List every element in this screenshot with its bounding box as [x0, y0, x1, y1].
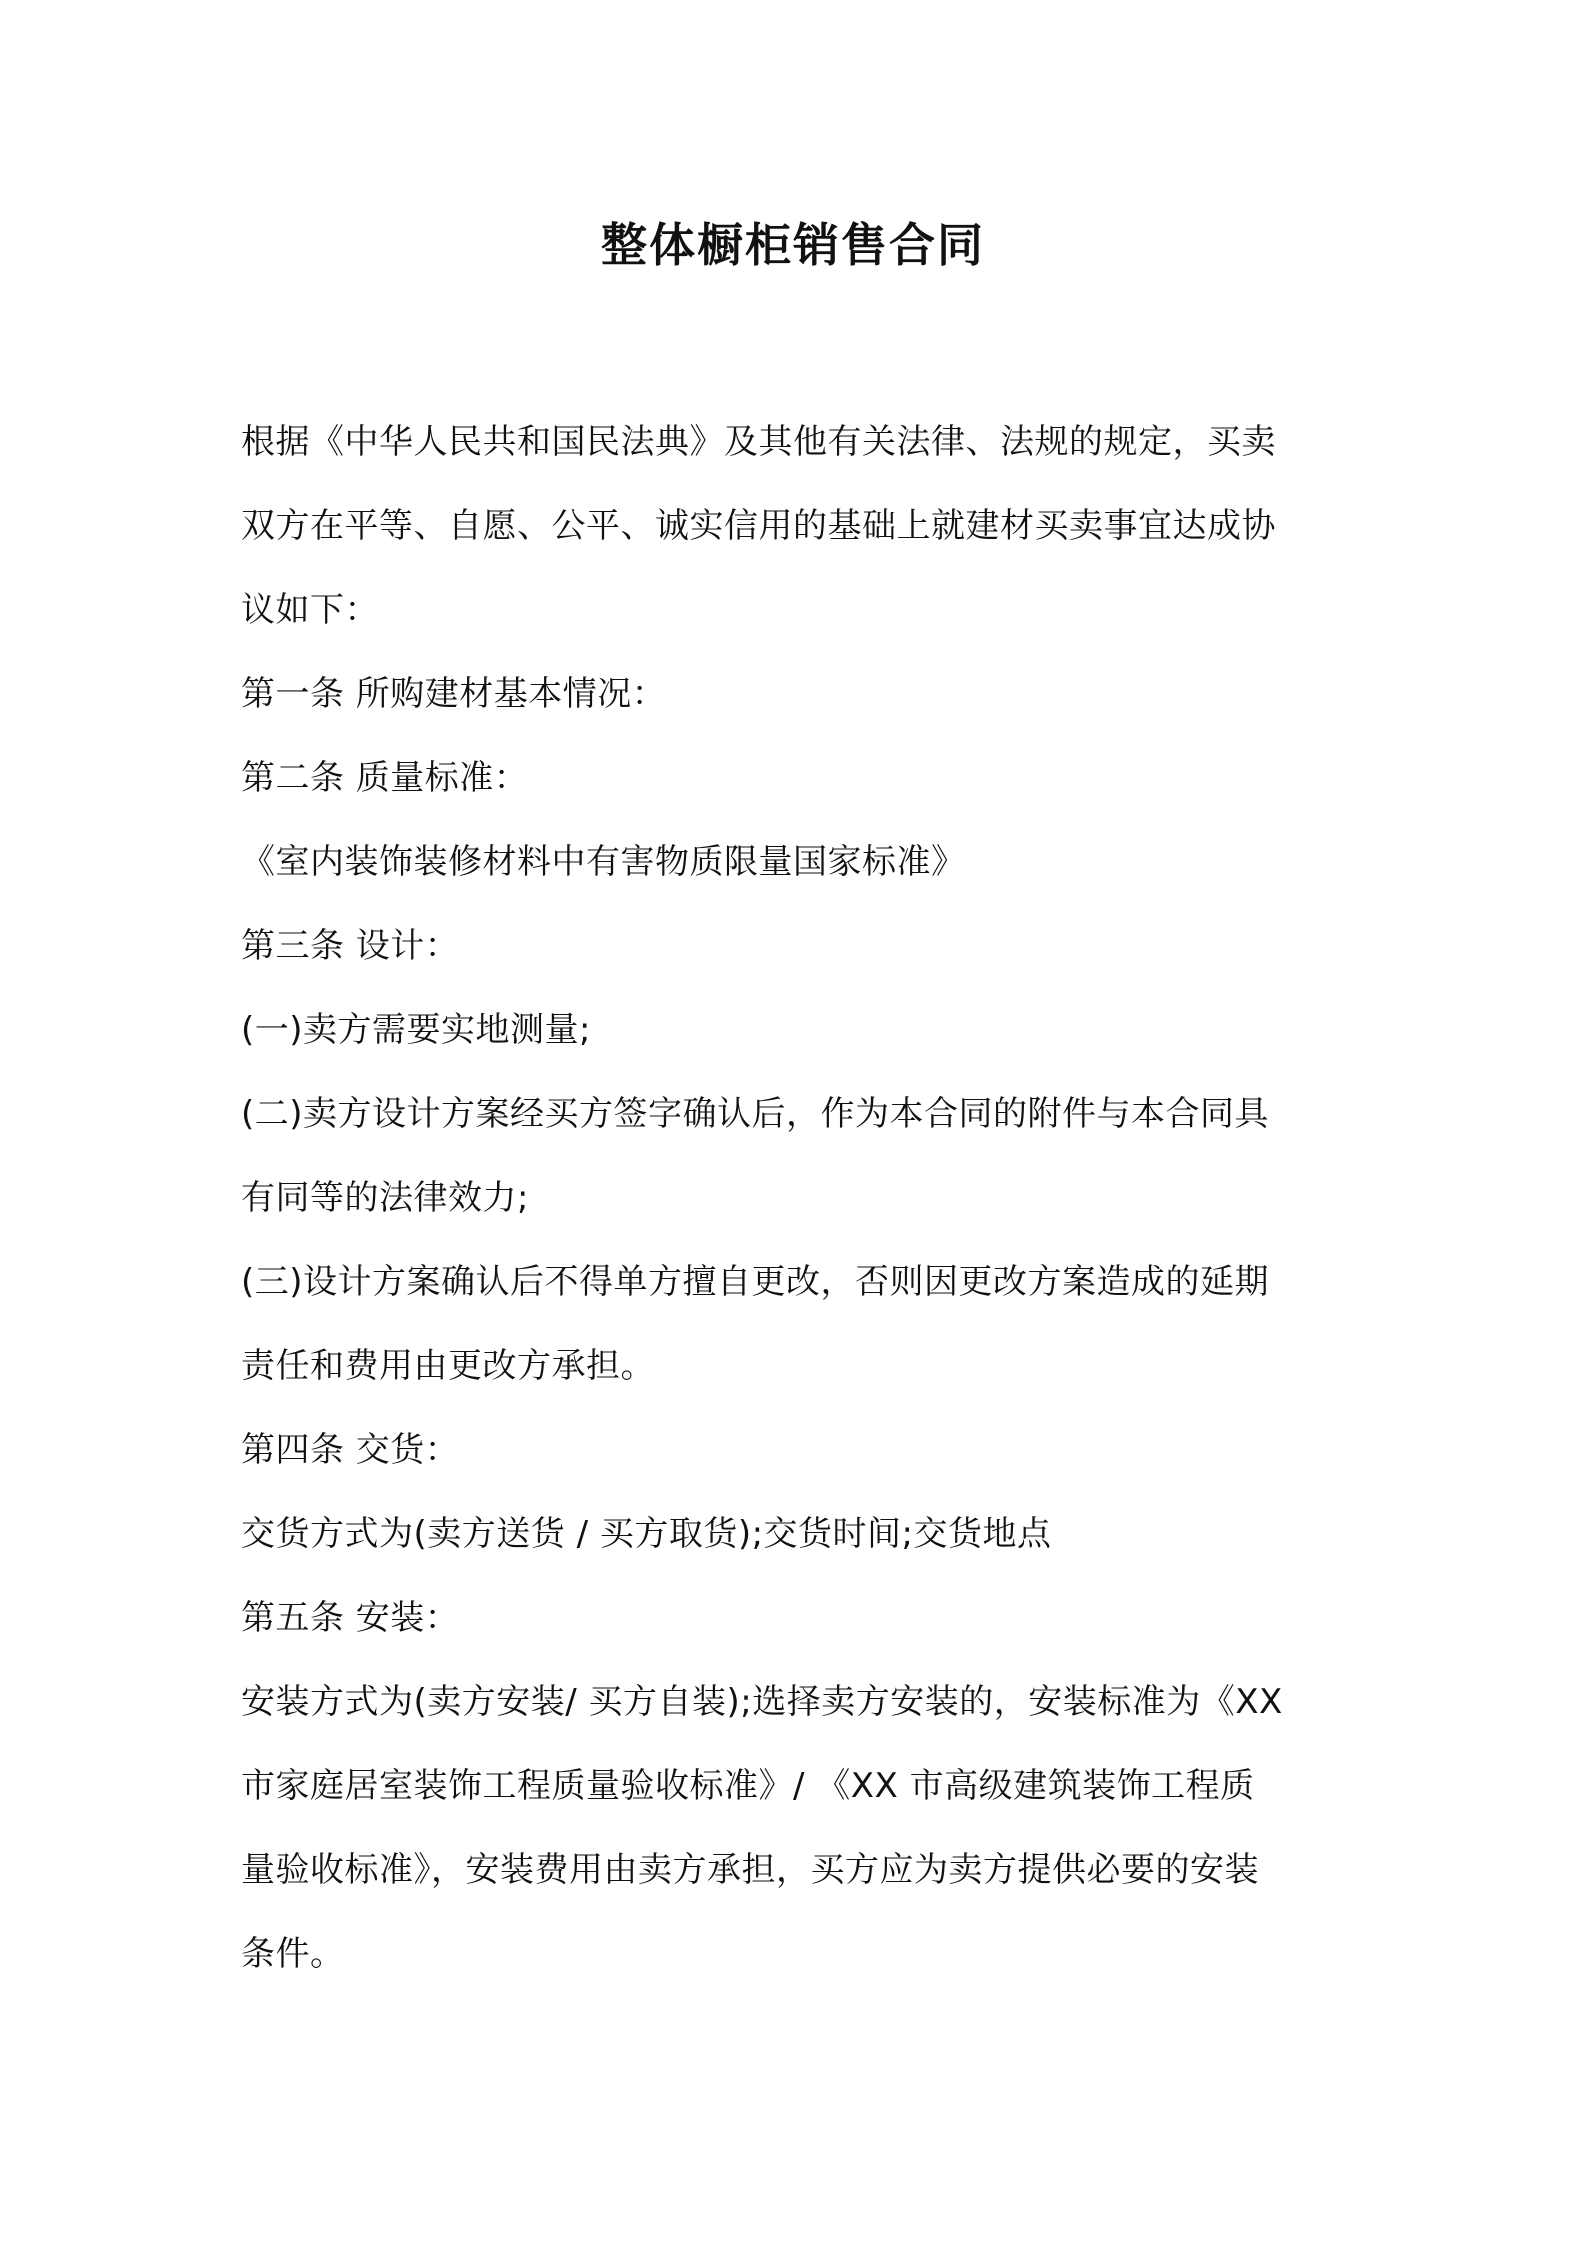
body-line: (一)卖方需要实地测量; — [241, 1010, 591, 1050]
body-line: (三)设计方案确认后不得单方擅自更改，否则因更改方案造成的延期 — [241, 1262, 1270, 1302]
article-4-heading: 第四条 交货： — [241, 1430, 460, 1470]
document-body — [241, 400, 1356, 1996]
body-line: 条件。 — [241, 1934, 345, 1974]
article-2-heading: 第二条 质量标准： — [241, 758, 529, 798]
body-line: 交货方式为(卖方送货 / 买方取货);交货时间;交货地点 — [241, 1514, 1052, 1554]
article-3-heading: 第三条 设计： — [241, 926, 460, 966]
body-line: 量验收标准》，安装费用由卖方承担，买方应为卖方提供必要的安装 — [241, 1850, 1259, 1890]
document-title: 整体橱柜销售合同 — [601, 218, 985, 272]
article-1-heading: 第一条 所购建材基本情况： — [241, 674, 667, 714]
body-line: 议如下： — [241, 590, 379, 630]
body-line: 根据《中华人民共和国民法典》及其他有关法律、法规的规定，买卖 — [241, 422, 1276, 462]
body-line: 《室内装饰装修材料中有害物质限量国家标准》 — [241, 842, 966, 882]
body-line: 市家庭居室装饰工程质量验收标准》/ 《XX 市高级建筑装饰工程质 — [241, 1766, 1255, 1806]
body-line: 安装方式为(卖方安装/ 买方自装);选择卖方安装的，安装标准为《XX — [241, 1682, 1283, 1722]
body-line: 双方在平等、自愿、公平、诚实信用的基础上就建材买卖事宜达成协 — [241, 506, 1276, 546]
article-5-heading: 第五条 安装： — [241, 1598, 460, 1638]
body-line: 有同等的法律效力; — [241, 1178, 529, 1218]
body-line: (二)卖方设计方案经买方签字确认后，作为本合同的附件与本合同具 — [241, 1094, 1270, 1134]
body-line: 责任和费用由更改方承担。 — [241, 1346, 655, 1386]
